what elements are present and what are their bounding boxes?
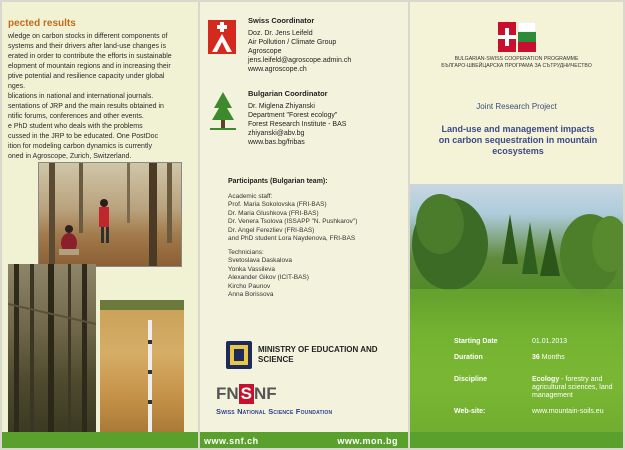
result-line: ntific forums, conferences and other events. bbox=[8, 113, 144, 120]
discipline-value bbox=[532, 376, 623, 400]
technicians-heading: Technicians: bbox=[228, 248, 264, 256]
result-line: elopment of mountain regions and in increasing their bbox=[8, 63, 171, 70]
result-line: ptive potential and resilience capacity under global bbox=[8, 73, 165, 80]
swiss-coordinator-line: Air Pollution / Climate Group bbox=[248, 39, 337, 46]
technicians-group bbox=[228, 249, 357, 300]
tree-trunks-photo bbox=[8, 264, 96, 432]
agroscope-logo bbox=[208, 20, 236, 54]
swiss-coordinator-email[interactable]: jens.leifeld@agroscope.admin.ch bbox=[248, 57, 352, 64]
discipline-row bbox=[454, 376, 623, 402]
result-line: wledge on carbon stocks in different components of bbox=[8, 33, 168, 40]
bulgarian-coordinator-line: Department "Forest ecology" bbox=[248, 112, 338, 119]
joint-research-project-label: Joint Research Project bbox=[476, 102, 557, 111]
soil-profile-photo bbox=[100, 300, 184, 432]
participant-name: Prof. Maria Sokolovska (FRI-BAS) bbox=[228, 201, 327, 208]
fieldwork-photo bbox=[38, 162, 182, 267]
academic-heading: Academic staff: bbox=[228, 192, 273, 200]
swiss-coordinator-line: Doz. Dr. Jens Leifeld bbox=[248, 30, 313, 37]
result-line: oned in Agroscope, Zurich, Switzerland. bbox=[8, 153, 132, 160]
snf-logo-fn: FN bbox=[216, 384, 239, 403]
website-label: Web-site: bbox=[454, 408, 486, 415]
website-link[interactable]: www.mountain-soils.eu bbox=[532, 408, 604, 415]
technician-name: Yonka Vassileva bbox=[228, 265, 275, 273]
bulgarian-coordinator-email[interactable]: zhiyanski@abv.bg bbox=[248, 130, 305, 137]
participants-title: Participants (Bulgarian team): bbox=[228, 178, 328, 185]
footer-bar bbox=[2, 432, 198, 448]
result-line: blications in national and international journals. bbox=[8, 93, 154, 100]
starting-date-value: 01.01.2013 bbox=[532, 338, 568, 345]
technician-name: Anna Borissova bbox=[228, 291, 274, 298]
result-line: erated in order to contribute the efforts in sustainable bbox=[8, 53, 172, 60]
website-row bbox=[454, 408, 623, 417]
starting-date-row bbox=[454, 338, 623, 347]
participant-name: Dr. Venera Tsolova (ISSAPP "N. Pushkarov") bbox=[228, 218, 358, 225]
expected-results-text bbox=[8, 32, 196, 162]
snf-url-link[interactable]: www.snf.ch bbox=[204, 436, 259, 446]
swiss-coordinator-line: Agroscope bbox=[248, 48, 282, 55]
duration-unit: Months bbox=[539, 354, 565, 361]
participants-block bbox=[228, 178, 357, 305]
mon-url-link[interactable]: www.mon.bg bbox=[337, 436, 398, 446]
bulgarian-coordinator-line: Forest Research Institute - BAS bbox=[248, 121, 347, 128]
bulgarian-coordinator-website[interactable]: www.bas.bg/fribas bbox=[248, 139, 305, 146]
result-line: sentations of JRP and the main results obtained in bbox=[8, 103, 164, 110]
result-line: nges. bbox=[8, 83, 26, 90]
result-line: systems and their drivers after land-use changes is bbox=[8, 43, 166, 50]
participant-name: Dr. Maria Glushkova (FRI-BAS) bbox=[228, 209, 319, 217]
duration-number: 36 bbox=[532, 354, 540, 361]
duration-label: Duration bbox=[454, 354, 483, 361]
bulgarian-swiss-flag-logo bbox=[498, 22, 536, 52]
starting-date-label: Starting Date bbox=[454, 338, 498, 345]
academic-staff-group bbox=[228, 193, 357, 244]
snf-logo-nf: NF bbox=[254, 384, 277, 403]
snf-name: Swiss National Science Foundation bbox=[216, 407, 333, 416]
cover-panel bbox=[410, 2, 623, 448]
participant-name: Dr. Angel Ferezliev (FRI-BAS) bbox=[228, 226, 315, 234]
discipline-main: Ecology bbox=[532, 376, 560, 383]
duration-value bbox=[532, 354, 623, 362]
left-panel bbox=[2, 2, 198, 448]
snf-logo-s: S bbox=[240, 384, 253, 403]
middle-panel bbox=[200, 2, 408, 448]
result-line: cussed in the JRP to be educated. One PostDoc bbox=[8, 133, 159, 140]
discipline-detail: - forestry and agricultural sciences, land management bbox=[532, 376, 613, 399]
result-line: ition for modeling carbon dynamics is currently bbox=[8, 143, 152, 150]
bulgarian-coordinator-line: Dr. Miglena Zhiyanski bbox=[248, 103, 315, 110]
project-title: Land-use and management impacts on carbon sequestration in mountain ecosystems bbox=[438, 124, 598, 156]
ministry-emblem-icon bbox=[226, 341, 252, 369]
footer-bar bbox=[410, 432, 623, 448]
technician-name: Alexander Gikov (ICIT-BAS) bbox=[228, 274, 309, 281]
expected-results-title: pected results bbox=[8, 18, 76, 29]
bulgarian-coordinator-title: Bulgarian Coordinator bbox=[248, 89, 328, 98]
ministry-name: MINISTRY OF EDUCATION AND SCIENCE bbox=[258, 345, 378, 364]
result-line: e PhD student who deals with the problems bbox=[8, 123, 143, 130]
snf-logo bbox=[216, 384, 332, 404]
swiss-coordinator-website[interactable]: www.agroscope.ch bbox=[248, 66, 307, 73]
footer-bar bbox=[200, 432, 408, 448]
technician-name: Kircho Paunov bbox=[228, 282, 271, 290]
programme-name-bg: БЪЛГАРО-ШВЕЙЦАРСКА ПРОГРАМА ЗА СЪТРУДНИЧЕСТВО bbox=[441, 63, 592, 69]
technician-name: Svetoslava Daskalova bbox=[228, 257, 292, 264]
swiss-coordinator-block bbox=[248, 16, 351, 74]
participant-name: and PhD student Lora Naydenova, FRI-BAS bbox=[228, 235, 356, 242]
swiss-coordinator-title: Swiss Coordinator bbox=[248, 16, 315, 25]
discipline-label: Discipline bbox=[454, 376, 488, 383]
forest-research-institute-logo bbox=[208, 90, 238, 132]
snf-logo-block bbox=[216, 384, 332, 416]
duration-row bbox=[454, 354, 623, 363]
programme-name-en: BULGARIAN-SWISS COOPERATION PROGRAMME bbox=[454, 56, 579, 62]
bulgarian-coordinator-block bbox=[248, 89, 346, 147]
